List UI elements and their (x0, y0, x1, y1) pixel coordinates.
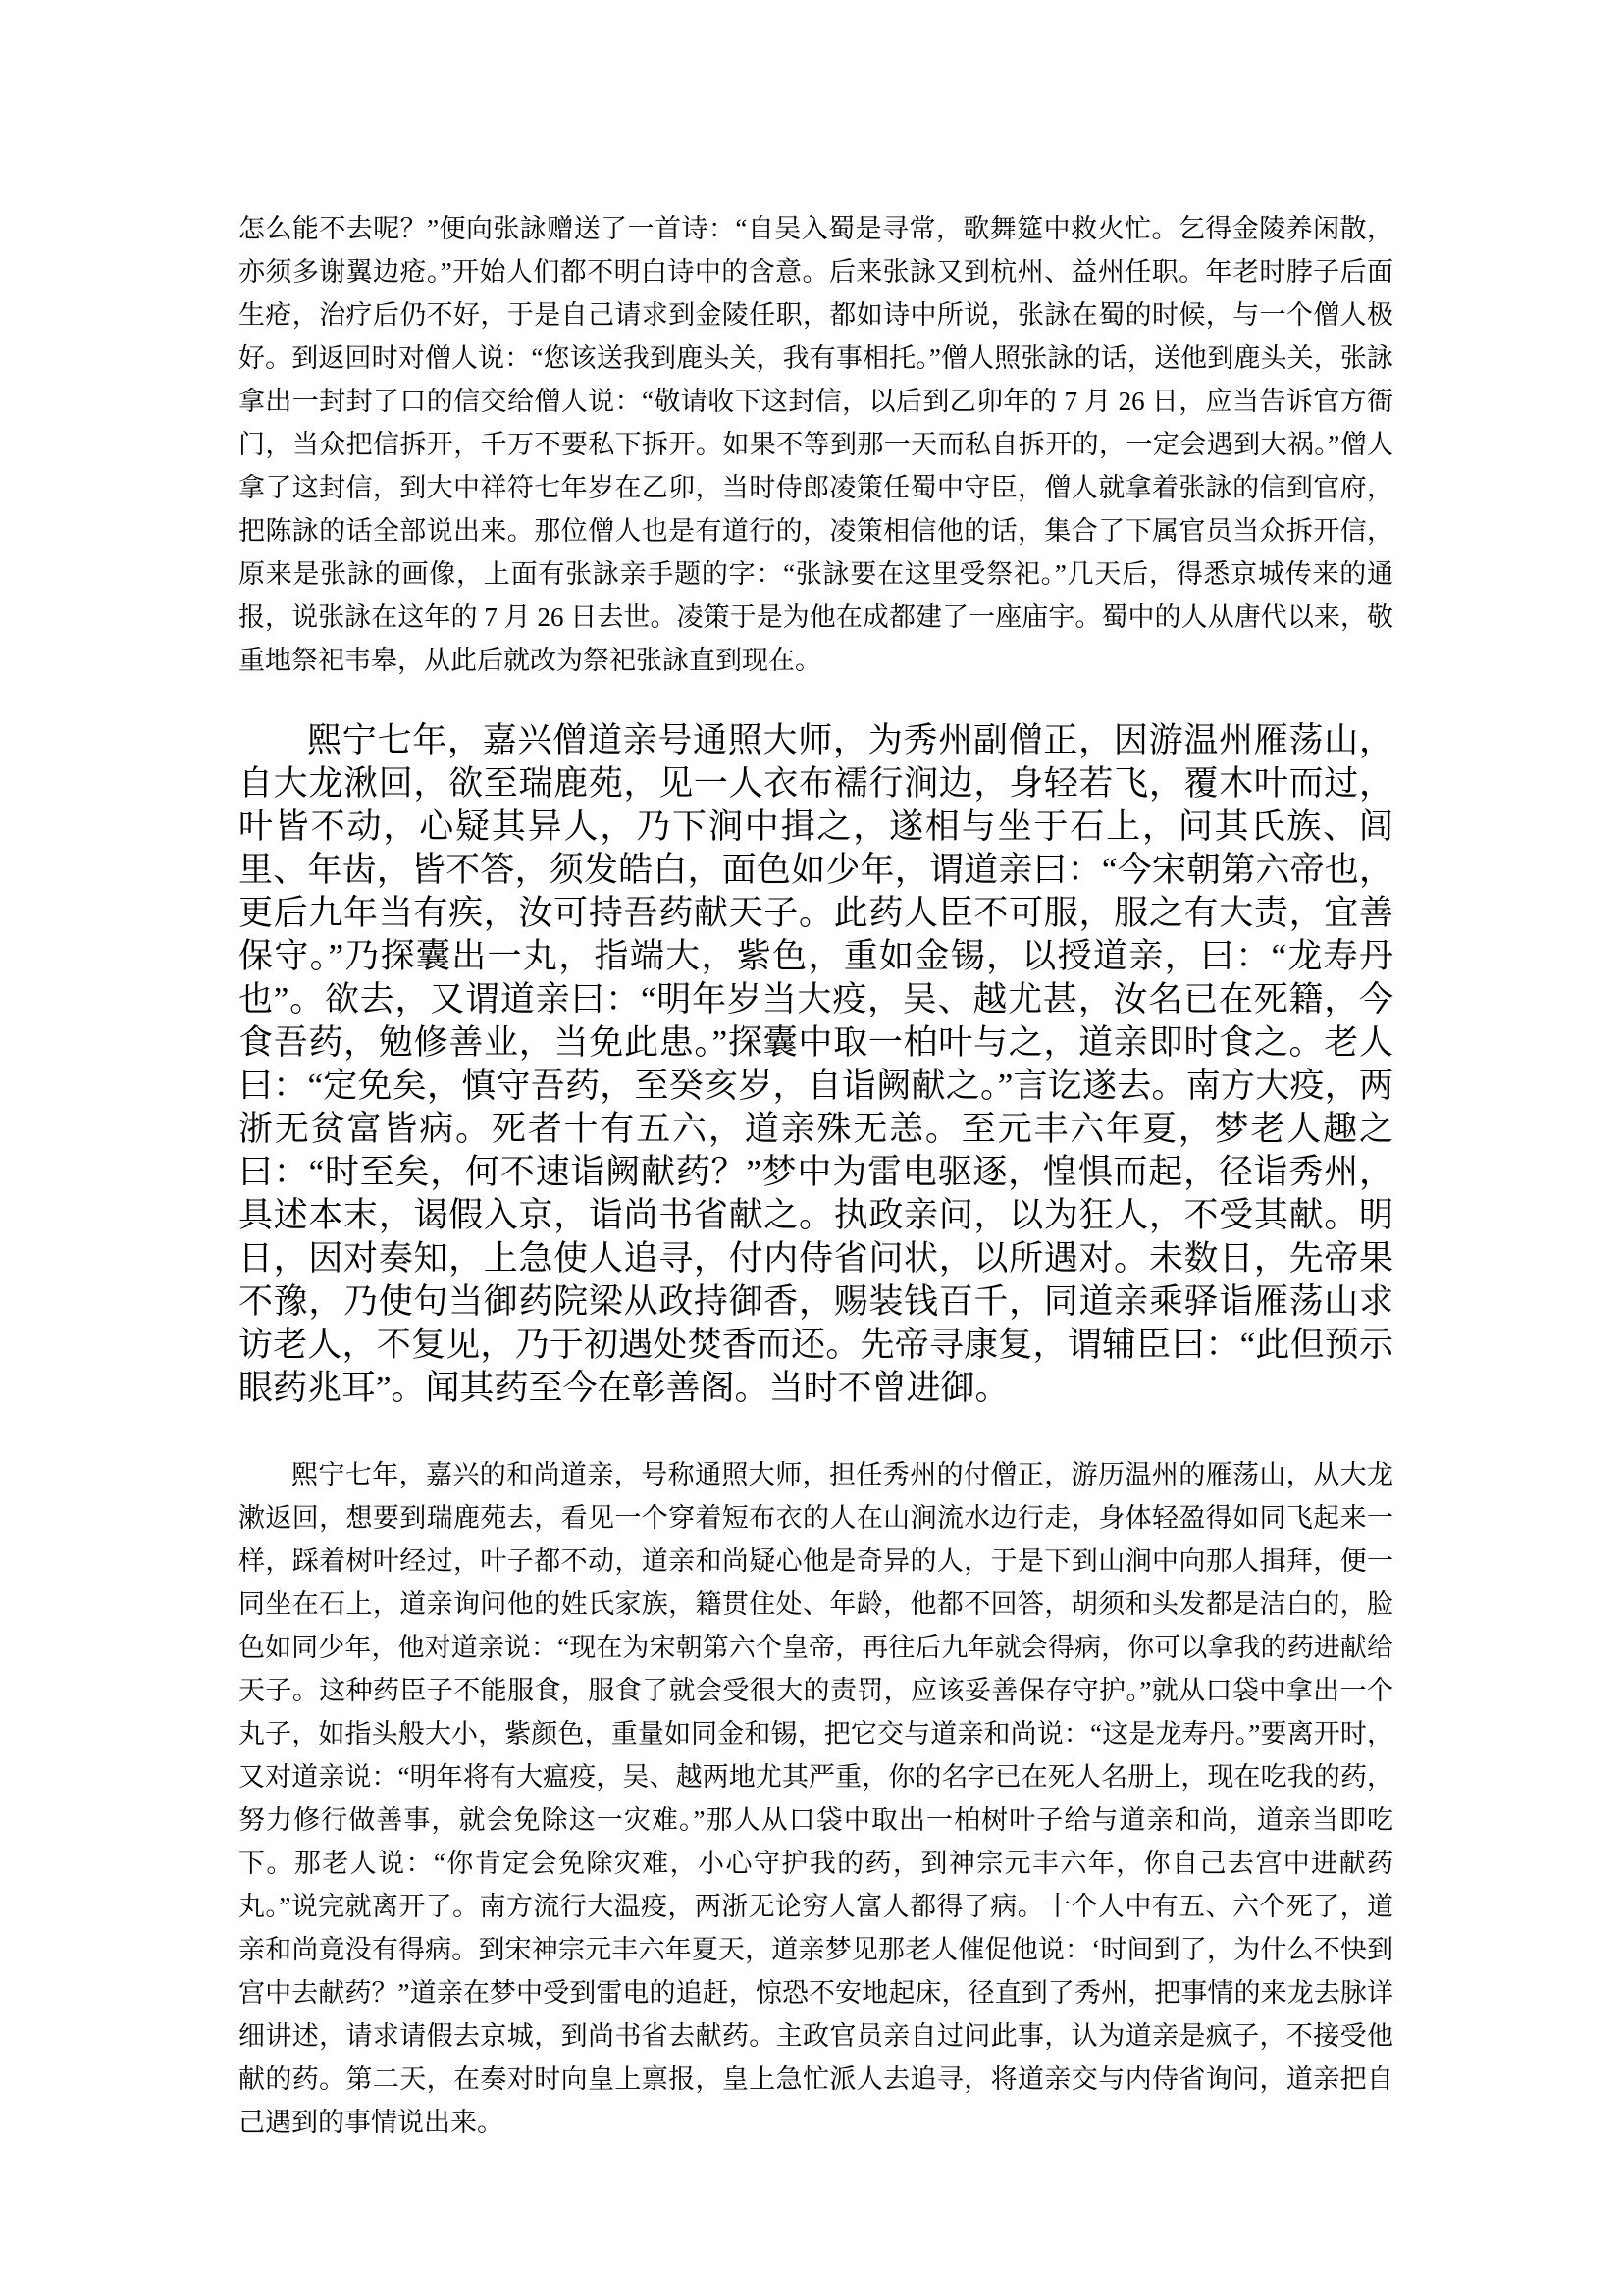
translation-paragraph-2: 熙宁七年，嘉兴的和尚道亲，号称通照大师，担任秀州的付僧正，游历温州的雁荡山，从大龙漱返回，想要到瑞鹿苑去，看见一个穿着短布衣的人在山涧流水边行走，身体轻盈得如同飞起来一样，踩着树叶经过，叶子都不动，道亲和尚疑心他是奇异的人，于是下到山涧中向那人揖拜，便一同坐在石上，道亲询问他的姓氏家族，籍贯住处、年龄，他都不回答，胡须和头发都是洁白的，脸色如同少年，他对道亲说：“现在为宋朝第六个皇帝，再往后九年就会得病，你可以拿我的药进献给天子。这种药臣子不能服食，服食了就会受很大的责罚，应该妥善保存守护。”就从口袋中拿出一个丸子，如指头般大小，紫颜色，重量如同金和锡，把它交与道亲和尚说：“这是龙寿丹。”要离开时，又对道亲说：“明年将有大瘟疫，吴、越两地尤其严重，你的名字已在死人名册上，现在吃我的药，努力修行做善事，就会免除这一灾难。”那人从口袋中取出一柏树叶子给与道亲和尚，道亲当即吃下。那老人说：“你肯定会免除灾难，小心守护我的药，到神宗元丰六年，你自己去宫中进献药丸。”说完就离开了。南方流行大温疫，两浙无论穷人富人都得了病。十个人中有五、六个死了，道亲和尚竟没有得病。到宋神宗元丰六年夏天，道亲梦见那老人催促他说：‘时间到了，为什么不快到宫中去献药？”道亲在梦中受到雷电的追赶，惊恐不安地起床，径直到了秀州，把事情的来龙去脉详细讲述，请求请假去京城，到尚书省去献药。主政官员亲自过问此事，认为道亲是疯子，不接受他献的药。第二天，在奏对时向皇上禀报，皇上急忙派人去追寻，将道亲交与内侍省询问，道亲把自己遇到的事情说出来。 (238, 1460, 1393, 2137)
translation-paragraph-1: 怎么能不去呢？”便向张詠赠送了一首诗：“自吴入蜀是寻常，歌舞筵中救火忙。乞得金陵养闲散，亦须多谢翼边疮。”开始人们都不明白诗中的含意。后来张詠又到杭州、益州任职。年老时脖子后面生疮，治疗后仍不好，于是自己请求到金陵任职，都如诗中所说，张詠在蜀的时候，与一个僧人极好。到返回时对僧人说：“您该送我到鹿头关，我有事相托。”僧人照张詠的话，送他到鹿头关，张詠拿出一封封了口的信交给僧人说：“敬请收下这封信，以后到乙卯年的 7 月 26 日，应当告诉官方衙门，当众把信拆开，千万不要私下拆开。如果不等到那一天而私自拆开的，一定会遇到大祸。”僧人拿了这封信，到大中祥符七年岁在乙卯，当时侍郎凌策任蜀中守臣，僧人就拿着张詠的信到官府，把陈詠的话全部说出来。那位僧人也是有道行的，凌策相信他的话，集合了下属官员当众拆开信，原来是张詠的画像，上面有张詠亲手题的字：“张詠要在这里受祭祀。”几天后，得悉京城传来的通报，说张詠在这年的 7 月 26 日去世。凌策于是为他在成都建了一座庙宇。蜀中的人从唐代以来，敬重地祭祀韦皋，从此后就改为祭祀张詠直到现在。 (238, 214, 1393, 675)
document-page (238, 207, 1393, 2144)
classical-text-paragraph: 熙宁七年，嘉兴僧道亲号通照大师，为秀州副僧正，因游温州雁荡山，自大龙湫回，欲至瑞鹿苑，见一人衣布襦行涧边，身轻若飞，覆木叶而过，叶皆不动，心疑其异人，乃下涧中揖之，遂相与坐于石上，问其氏族、闾里、年齿，皆不答，须发皓白，面色如少年，谓道亲曰：“今宋朝第六帝也，更后九年当有疾，汝可持吾药献天子。此药人臣不可服，服之有大责，宜善保守。”乃探囊出一丸，指端大，紫色，重如金锡，以授道亲，曰：“龙寿丹也”。欲去，又谓道亲曰：“明年岁当大疫，吴、越尤甚，汝名已在死籍，今食吾药，勉修善业，当免此患。”探囊中取一柏叶与之，道亲即时食之。老人曰：“定免矣，慎守吾药，至癸亥岁，自诣阙献之。”言讫遂去。南方大疫，两浙无贫富皆病。死者十有五六，道亲殊无恙。至元丰六年夏，梦老人趣之曰：“时至矣，何不速诣阙献药？”梦中为雷电驱逐，惶惧而起，径诣秀州，具述本末，谒假入京，诣尚书省献之。执政亲问，以为狂人，不受其献。明日，因对奏知，上急使人追寻，付内侍省问状，以所遇对。未数日，先帝果不豫，乃使句当御药院梁从政持御香，赐装钱百千，同道亲乘驿诣雁荡山求访老人，不复见，乃于初遇处焚香而还。先帝寻康复，谓辅臣曰：“此但预示眼药兆耳”。闻其药至今在彰善阁。当时不曾进御。 (238, 721, 1393, 1407)
